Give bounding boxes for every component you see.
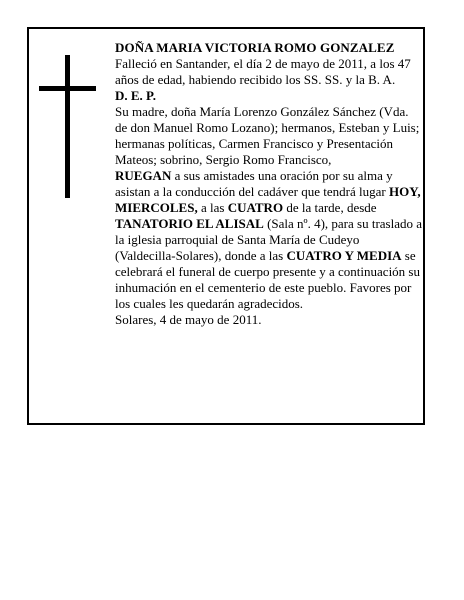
funeral-day: HOY, MIERCOLES, (115, 184, 421, 215)
departure-time: CUATRO (227, 200, 284, 215)
funeral-home: TANATORIO EL ALISAL (115, 216, 264, 231)
funeral-request (115, 168, 423, 312)
funeral-time: CUATRO Y MEDIA (286, 248, 402, 263)
notice-date: Solares, 4 de mayo de 2011. (115, 312, 262, 327)
request-text-5: se celebrará el funeral de cuerpo presente y a continuación su inhumación en el cementerio de este pueblo. Favores por los cuales les quedarán agradecidos. (115, 248, 420, 311)
cross-icon-bar (39, 86, 96, 91)
ruegan-label: RUEGAN (115, 168, 172, 183)
request-text-3: de la tarde, desde (283, 200, 377, 215)
request-text-2: a las (197, 200, 228, 215)
family-list: Su madre, doña María Lorenzo González Sánchez (Vda. de don Manuel Romo Lozano); hermanos, Esteban y Luis; hermanas políticas, Carmen Francisco y Presentación Mateos; sobrino, Sergio Romo Francisco, (115, 104, 420, 167)
obituary-text (115, 40, 423, 328)
request-text-1: a sus amistades una oración por su alma y asistan a la conducción del cadáver que tendrá lugar (115, 168, 393, 199)
death-announcement: Falleció en Santander, el día 2 de mayo de 2011, a los 47 años de edad, habiendo recibido los SS. SS. y la B. A. (115, 56, 411, 87)
request-text-4: (Sala nº. 4), para su traslado a la iglesia parroquial de Santa María de Cudeyo (Valdecilla-Solares), donde a las (115, 216, 422, 263)
deceased-name: DOÑA MARIA VICTORIA ROMO GONZALEZ (115, 40, 395, 55)
cross-icon (65, 55, 70, 198)
obituary-notice (27, 27, 425, 425)
dep-line: D. E. P. (115, 88, 157, 103)
